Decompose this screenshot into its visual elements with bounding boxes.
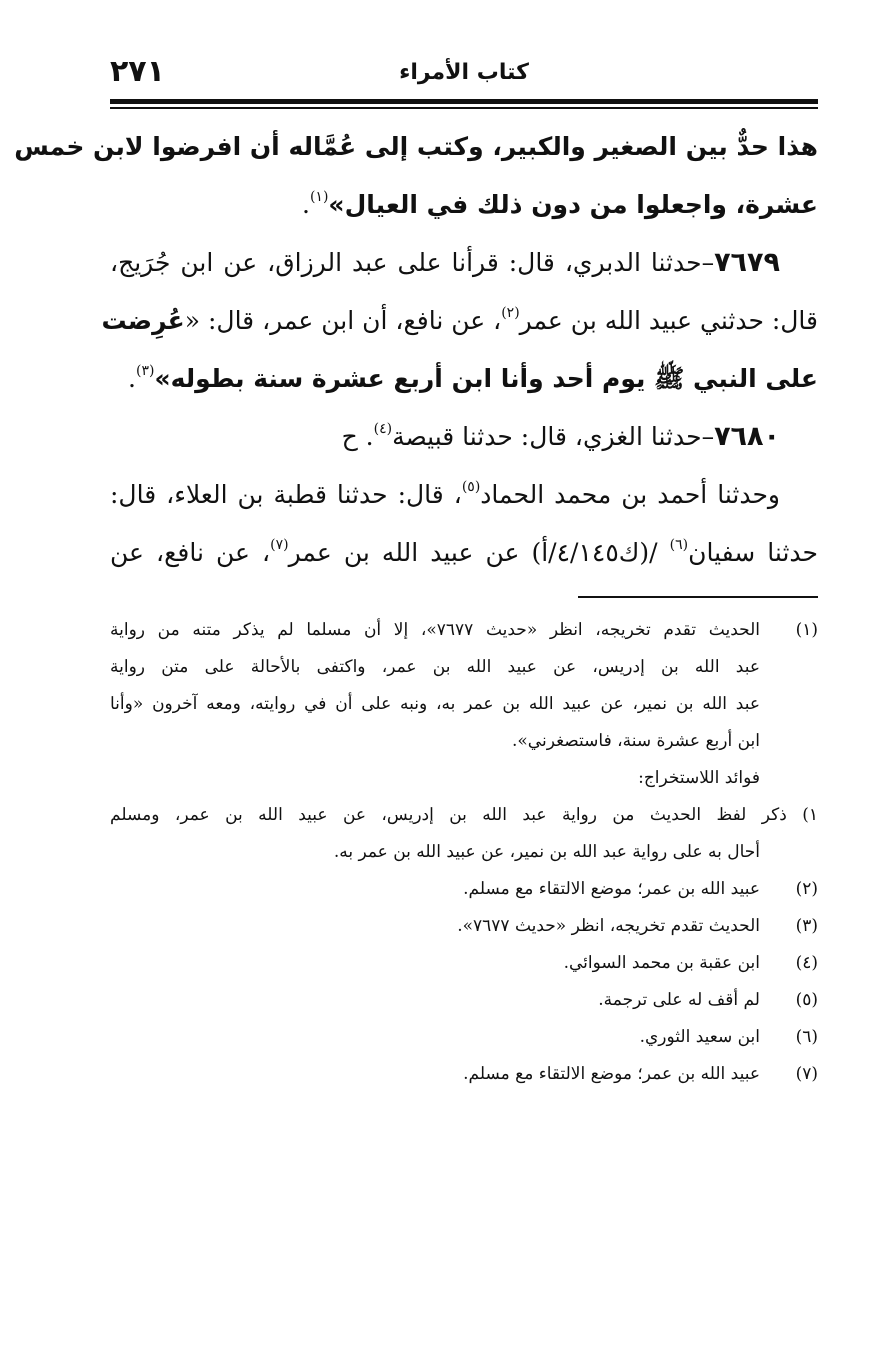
footnote-1 [110, 612, 818, 797]
footnote-marker: (١) [795, 620, 818, 640]
footnote-ref: (٧) [270, 537, 289, 553]
footnote-line: ابن أربع عشرة سنة، فاستصغرني». [511, 731, 760, 751]
main-text [14, 118, 818, 582]
hadith-7680-line-2 [110, 466, 818, 524]
footnote-text: عبيد الله بن عمر؛ موضع الالتقاء مع مسلم. [463, 1064, 760, 1084]
footnote-subheading: فوائد اللاستخراج: [638, 768, 760, 788]
footnote-ref: (٥) [461, 479, 481, 495]
running-title: كتاب الأمراء [399, 60, 529, 85]
footnote-ref: (٤) [373, 421, 393, 437]
header-rule [110, 99, 818, 104]
isnad-text: ، قال: حدثنا قطبة بن العلاء، قال: [110, 480, 462, 509]
footnote-2 [110, 871, 818, 908]
isnad-text: /(ك٤/١٤٥/أ) عن عبيد الله بن عمر [288, 538, 670, 567]
footnote-text: ابن سعيد الثوري. [639, 1027, 760, 1047]
footnote-text: لم أقف له على ترجمة. [598, 990, 760, 1010]
isnad-text: وحدثنا أحمد بن محمد الحماد [480, 480, 781, 509]
hadith-7679-line-2 [101, 292, 818, 350]
body-line-1: هذا حدٌّ بين الصغير والكبير، وكتب إلى عُمَّاله أن افرضوا لابن خمس [14, 132, 818, 161]
footnote-text: ابن عقبة بن محمد السوائي. [563, 953, 760, 973]
footnote-marker: (٢) [795, 879, 818, 899]
footnote-4 [110, 945, 818, 982]
footnote-text: الحديث تقدم تخريجه، انظر «حديث ٧٦٧٧». [457, 916, 760, 936]
footnote-line: أحال به على رواية عبد الله بن نمير، عن عبيد الله بن عمر به. [333, 842, 760, 862]
isnad-text: –حدثنا الدبري، قال: قرأنا على عبد الرزاق، عن ابن جُرَيج، [110, 248, 715, 277]
footnote-line: الحديث تقدم تخريجه، انظر «حديث ٧٦٧٧»، إلا أن مسلما لم يذكر متنه من رواية [110, 620, 761, 640]
footnotes [110, 612, 818, 1093]
footnote-line: عبد الله بن إدريس، عن عبيد الله بن عمر، واكتفى بالأحالة على متن رواية [110, 657, 760, 677]
footnote-3 [110, 908, 818, 945]
page-number: ٢٧١ [110, 54, 165, 89]
isnad-text: حدثنا سفيان [688, 538, 818, 567]
footnote-5 [110, 982, 818, 1019]
footnote-ref: (٣) [135, 363, 155, 379]
hadith-number: ٧٦٧٩ [714, 247, 780, 278]
footnote-6 [110, 1019, 818, 1056]
isnad-text: قال: حدثني عبيد الله بن عمر [519, 306, 818, 335]
isnad-text: ، عن نافع، عن [110, 538, 271, 567]
footnote-line: ١) ذكر لفظ الحديث من رواية عبد الله بن إدريس، عن عبيد الله بن عمر، ومسلم [110, 805, 818, 825]
hadith-7680-line-1 [110, 408, 818, 466]
page-header [110, 52, 818, 96]
footnote-marker: (٦) [795, 1027, 818, 1047]
footnote-ref: (٦) [669, 537, 689, 553]
matn-text: عُرِضت [101, 306, 185, 335]
isnad-text: . ح [341, 422, 374, 451]
hadith-7679-line-3 [110, 350, 818, 408]
footnote-ref: (١) [309, 189, 329, 205]
footnote-marker: (٥) [795, 990, 818, 1010]
footnote-text: عبيد الله بن عمر؛ موضع الالتقاء مع مسلم. [463, 879, 760, 899]
footnote-marker: (٧) [795, 1064, 818, 1084]
footnote-ref: (٢) [501, 305, 520, 321]
body-line-2 [110, 176, 818, 234]
isnad-text: ، عن نافع، أن ابن عمر، قال: « [184, 306, 502, 335]
footnote-marker: (٤) [795, 953, 818, 973]
footnote-7 [110, 1056, 818, 1093]
header-rule-thin [110, 107, 818, 109]
hadith-number: ٧٦٨٠ [714, 421, 780, 452]
footnote-marker: (٣) [795, 916, 818, 936]
matn-text: على النبي ﷺ يوم أحد وأنا ابن أربع عشرة سنة بطوله» [154, 364, 818, 393]
hadith-7680-line-3 [110, 524, 818, 582]
footnote-line: عبد الله بن نمير، عن عبيد الله بن عمر به، ونبه على أن في روايته، ومعه آخرون «وأنا [110, 694, 760, 714]
quote-text: عشرة، واجعلوا من دون ذلك في العيال» [328, 190, 818, 219]
hadith-7679-line-1 [110, 234, 818, 292]
punctuation: . [302, 190, 310, 219]
punctuation: . [128, 364, 136, 393]
footnote-separator [578, 596, 818, 598]
isnad-text: –حدثنا الغزي، قال: حدثنا قبيصة [392, 422, 715, 451]
